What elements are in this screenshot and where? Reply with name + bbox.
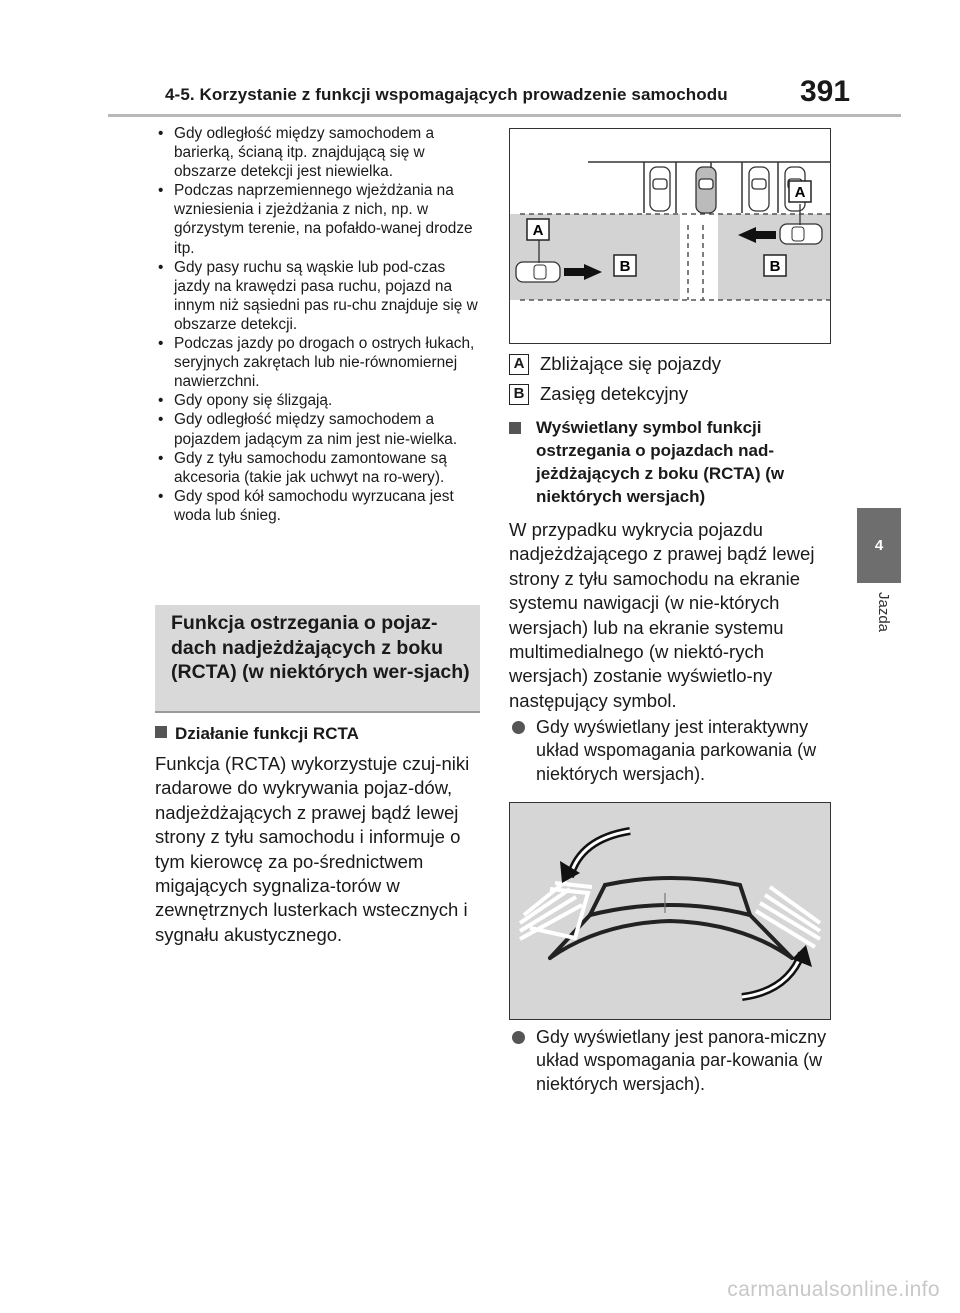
square-bullet-icon	[509, 422, 521, 434]
list-item: • Podczas naprzemiennego wjeżdżania na wzniesienia i zjeżdżania z nich, np. w górzystym terenie, na pofałdo-wanej drodze itp.	[158, 181, 483, 257]
chapter-label: Jazda	[875, 592, 892, 633]
limitations-list	[158, 124, 483, 525]
rcta-operation-heading	[155, 722, 480, 745]
watermark: carmanualsonline.info	[727, 1278, 940, 1301]
legend-text-a: Zbliżające się pojazdy	[540, 353, 721, 374]
label-b-left: B	[619, 258, 631, 275]
page-number: 391	[800, 75, 851, 108]
chapter-tab: 4	[857, 508, 901, 583]
list-item: • Gdy spod kół samochodu wyrzucana jest woda lub śnieg.	[158, 487, 483, 525]
legend-badge-b: B	[509, 384, 529, 405]
list-item: • Gdy pasy ruchu są wąskie lub pod-czas jazdy na krawędzi pasa ruchu, pojazd na innym niż sąsiedni pas ru-chu znajduje się w obszarze detekcji.	[158, 258, 483, 334]
list-item: • Gdy z tyłu samochodu zamontowane są akcesoria (takie jak uchwyt na ro-wery).	[158, 449, 483, 487]
parking-lot-illustration	[510, 129, 830, 343]
rcta-symbol-illustration	[509, 802, 831, 1020]
legend-item-a	[509, 353, 721, 375]
left-warning-stripes	[520, 881, 592, 939]
rcta-description: Funkcja (RCTA) wykorzystuje czuj-niki radarowe do wykrywania pojaz-dów, nadjeżdżających z prawej bądź lewej strony z tyłu samochodu i informuje o tym kierowcę za po-średnictwem migających sygnaliza-torów w zewnętrznych lusterkach wstecznych i sygnału akustycznego.	[155, 753, 470, 945]
page-header-title: 4-5. Korzystanie z funkcji wspomagających prowadzenie samochodu	[165, 85, 728, 104]
square-bullet-icon	[155, 726, 167, 738]
approach-arrow-right-icon	[742, 945, 812, 997]
rcta-detection-diagram	[509, 128, 831, 344]
legend-text-b: Zasięg detekcyjny	[540, 383, 689, 404]
label-a-right: A	[794, 184, 806, 201]
header-divider	[108, 114, 901, 117]
rcta-symbol-description: W przypadku wykrycia pojazdu nadjeżdżającego z prawej bądź lewej strony z tyłu samochodu na ekranie systemu nawigacji (w nie-których wersjach) lub na ekranie systemu multimedialnego (w niektó-rych wersjach) zostanie wyświetlo-ny następujący symbol.	[509, 519, 815, 711]
parking-assist-screen	[510, 803, 830, 1019]
parking-guide-lines	[550, 878, 792, 958]
list-item: • Gdy opony się ślizgają.	[158, 391, 483, 410]
interactive-parking-item: Gdy wyświetlany jest interaktywny układ wspomagania parkowania (w niektórych wersjach).	[509, 716, 834, 786]
legend-badge-a: A	[509, 354, 529, 375]
list-item: • Gdy odległość między samochodem a pojazdem jadącym za nim jest nie-wielka.	[158, 410, 483, 448]
section-title-box: Funkcja ostrzegania o pojaz-dach nadjeżdżających z boku (RCTA) (w niektórych wer-sjach)	[155, 605, 480, 713]
label-b-right: B	[769, 258, 781, 275]
label-a-left: A	[532, 222, 544, 239]
right-warning-stripes	[756, 887, 820, 947]
panoramic-parking-item: Gdy wyświetlany jest panora-miczny układ wspomagania par-kowania (w niektórych wersjach).	[509, 1026, 834, 1096]
parked-cars	[650, 167, 805, 213]
list-item: • Gdy odległość między samochodem a barierką, ścianą itp. znajdującą się w obszarze detekcji jest niewielka.	[158, 124, 483, 181]
rcta-operation-heading-text: Działanie funkcji RCTA	[175, 724, 359, 743]
legend-item-b	[509, 383, 688, 405]
approach-arrow-left-icon	[560, 831, 630, 883]
rcta-symbol-heading-text: Wyświetlany symbol funkcji ostrzegania o pojazdach nad-jeżdżających z boku (RCTA) (w niektórych wersjach)	[536, 418, 785, 506]
rcta-symbol-heading	[509, 416, 834, 508]
list-item: • Podczas jazdy po drogach o ostrych łukach, seryjnych zakrętach lub nie-równomiernej nawierzchni.	[158, 334, 483, 391]
